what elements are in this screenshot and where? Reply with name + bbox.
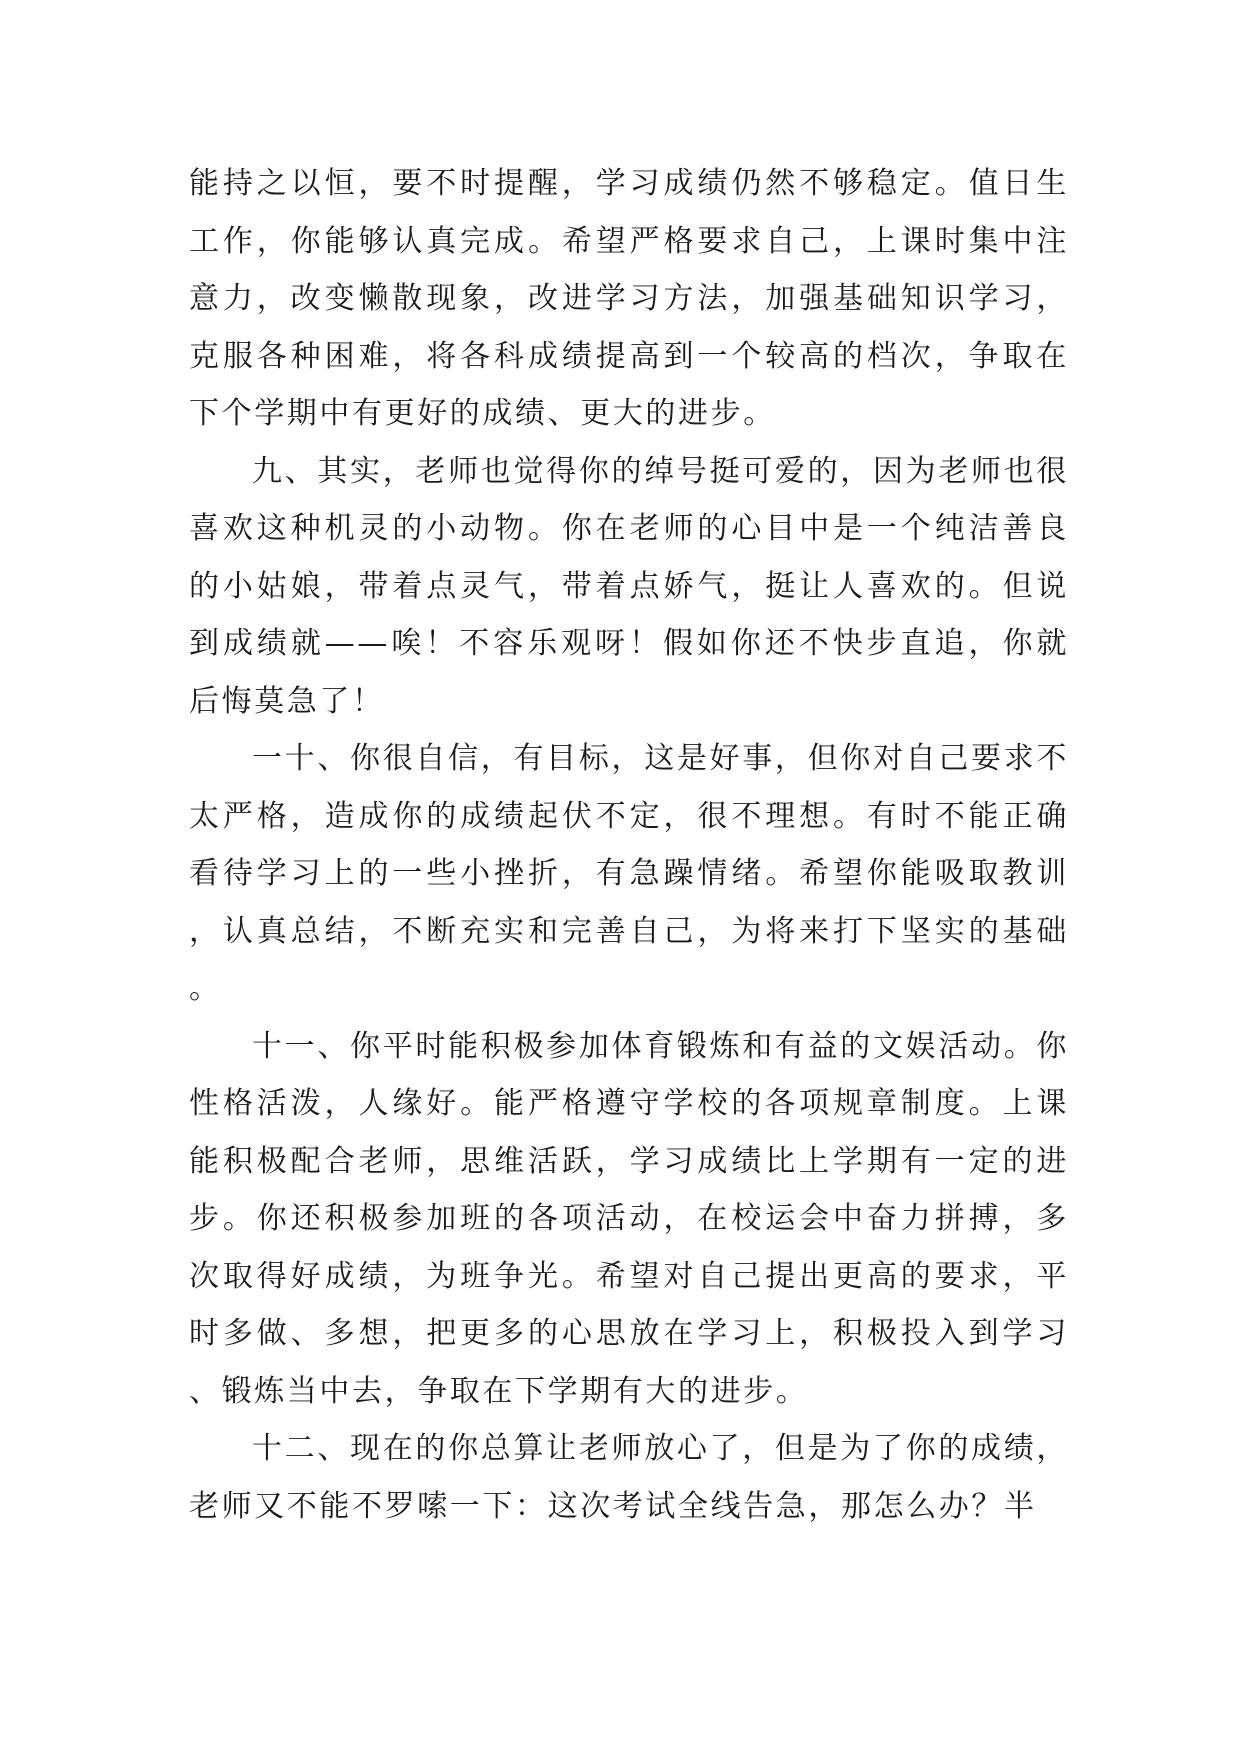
paragraph-comment-12: 十二、现在的你总算让老师放心了，但是为了你的成绩，老师又不能不罗嗦一下：这次考试全线告急，那怎么办？半: [189, 1431, 1069, 1524]
paragraph-comment-11: 十一、你平时能积极参加体育锻炼和有益的文娱活动。你性格活泼，人缘好。能严格遵守学校的各项规章制度。上课能积极配合老师，思维活跃，学习成绩比上学期有一定的进步。你还积极参加班的各项活动，在校运会中奋力拼搏，多次取得好成绩，为班争光。希望对自己提出更高的要求，平时多做、多想，把更多的心思放在学习上，积极投入到学习、锻炼当中去，争取在下学期有大的进步。: [189, 1028, 1069, 1409]
paragraph-comment-10: 一十、你很自信，有目标，这是好事，但你对自己要求不太严格，造成你的成绩起伏不定，很不理想。有时不能正确看待学习上的一些小挫折，有急躁情绪。希望你能吸取教训，认真总结，不断充实和完善自己，为将来打下坚实的基础。: [189, 741, 1069, 1006]
paragraph-comment-9: 九、其实，老师也觉得你的绰号挺可爱的，因为老师也很喜欢这种机灵的小动物。你在老师的心目中是一个纯洁善良的小姑娘，带着点灵气，带着点娇气，挺让人喜欢的。但说到成绩就——唉！不容乐观呀！假如你还不快步直追，你就后悔莫急了！: [189, 453, 1069, 719]
document-body: [189, 155, 1069, 1535]
paragraph-continuation: 能持之以恒，要不时提醒，学习成绩仍然不够稳定。值日生工作，你能够认真完成。希望严格要求自己，上课时集中注意力，改变懒散现象，改进学习方法，加强基础知识学习，克服各种困难，将各科成绩提高到一个较高的档次，争取在下个学期中有更好的成绩、更大的进步。: [189, 166, 1069, 431]
